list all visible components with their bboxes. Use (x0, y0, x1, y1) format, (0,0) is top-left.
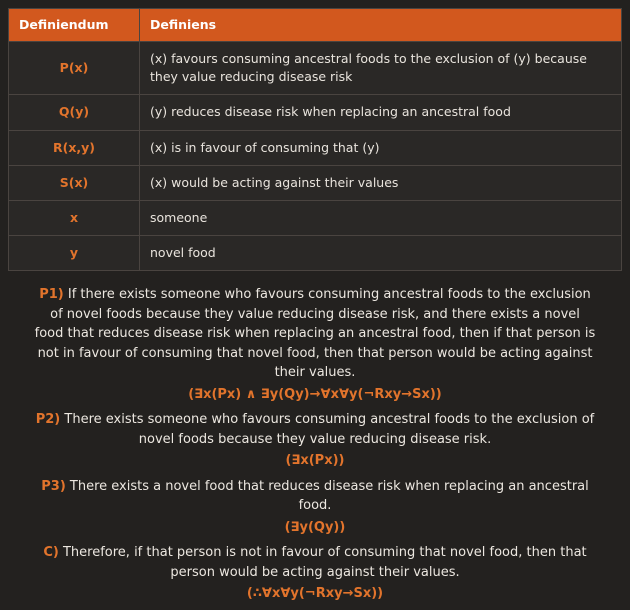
conclusion-text: Therefore, if that person is not in favour of consuming that novel food, then that person would be acting against their values. (62, 545, 587, 580)
conclusion (34, 543, 596, 604)
term-cell: S(x) (9, 165, 140, 200)
premise-3 (34, 477, 596, 538)
argument-section (8, 285, 622, 610)
table-body (9, 42, 622, 271)
premise-2-formula: (∃x(Px)) (285, 453, 345, 468)
premise-2-label: P2) (35, 412, 61, 427)
term-cell: P(x) (9, 42, 140, 95)
term-cell: Q(y) (9, 95, 140, 130)
definition-cell: (x) is in favour of consuming that (y) (140, 130, 622, 165)
premise-1-text: If there exists someone who favours consuming ancestral foods to the exclusion of novel foods because they value reducing disease risk, and there exists a novel food that reduces disease risk when replacing an ancestral food, then if that person is not in favour of consuming that novel food, then that person would be acting against their values. (34, 287, 596, 380)
table-row (9, 235, 622, 270)
definitions-table (8, 8, 622, 271)
table-row (9, 95, 622, 130)
table-row (9, 165, 622, 200)
conclusion-formula: (∴∀x∀y(¬Rxy→Sx)) (246, 586, 384, 601)
premise-3-statement (34, 477, 596, 516)
premise-3-formula: (∃y(Qy)) (284, 519, 346, 535)
term-cell: x (9, 200, 140, 235)
premise-1 (34, 285, 596, 404)
table-row (9, 130, 622, 165)
premise-2-text: There exists someone who favours consuming ancestral foods to the exclusion of novel foods because they value reducing disease risk. (64, 412, 595, 447)
term-cell: R(x,y) (9, 130, 140, 165)
premise-2-statement (34, 410, 596, 449)
table-header (9, 9, 622, 42)
column-header-definiens: Definiens (140, 9, 622, 42)
premise-3-text: There exists a novel food that reduces disease risk when replacing an ancestral food. (69, 478, 589, 513)
premise-3-label: P3) (41, 478, 66, 494)
definition-cell: (y) reduces disease risk when replacing an ancestral food (140, 95, 622, 130)
definition-cell: (x) would be acting against their values (140, 165, 622, 200)
definition-cell: novel food (140, 235, 622, 270)
conclusion-label: C) (43, 545, 59, 560)
definition-cell: (x) favours consuming ancestral foods to the exclusion of (y) because they value reducing disease risk (140, 42, 622, 95)
table-row (9, 42, 622, 95)
premise-2 (34, 410, 596, 471)
term-cell: y (9, 235, 140, 270)
premise-1-formula: (∃x(Px) ∧ ∃y(Qy)→∀x∀y(¬Rxy→Sx)) (188, 386, 442, 402)
table-header-row (9, 9, 622, 42)
conclusion-statement (34, 543, 596, 582)
definition-cell: someone (140, 200, 622, 235)
table-row (9, 200, 622, 235)
premise-1-statement (34, 285, 596, 383)
column-header-definiendum: Definiendum (9, 9, 140, 42)
premise-1-label: P1) (39, 287, 64, 302)
